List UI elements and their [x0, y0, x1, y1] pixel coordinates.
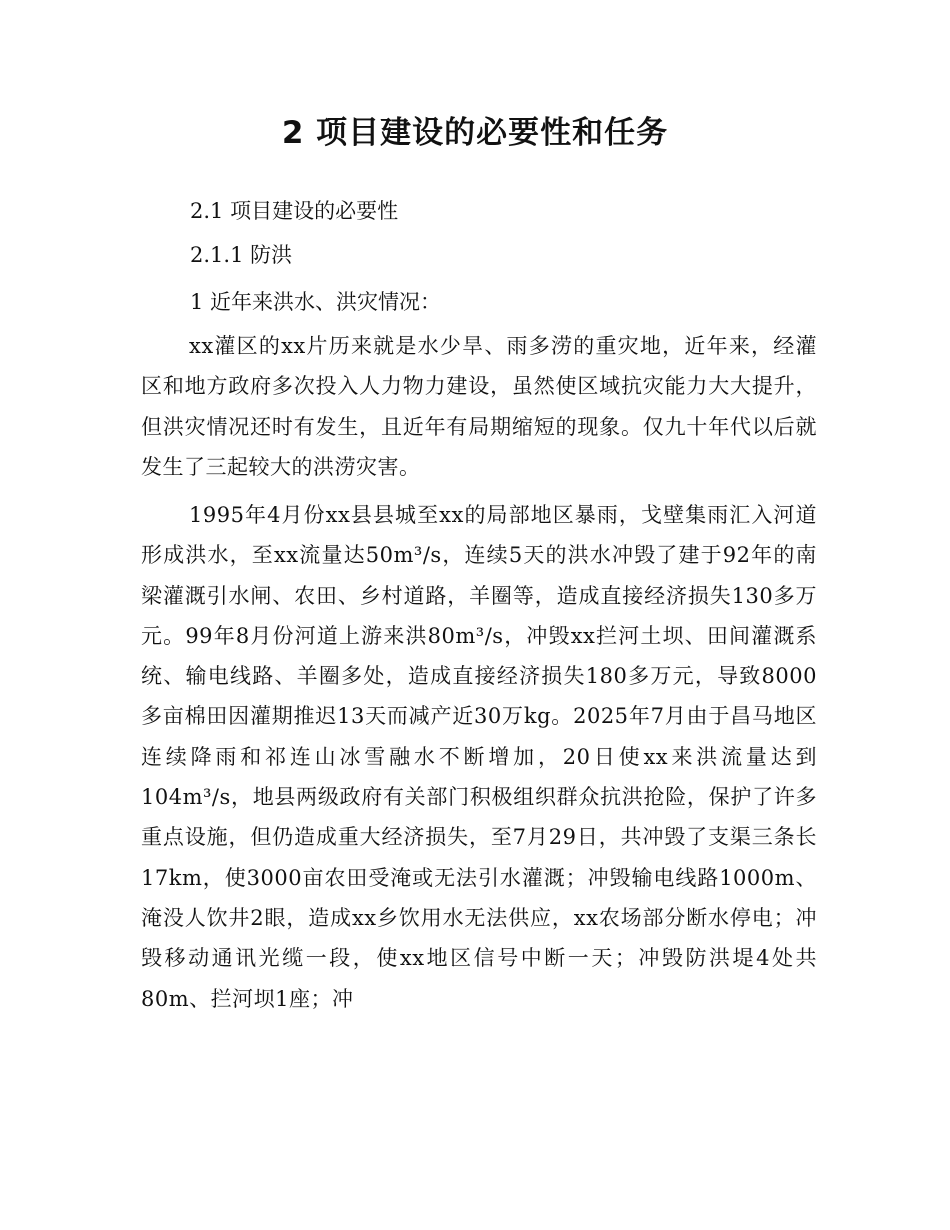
section-heading: 2.1 项目建设的必要性 [190, 199, 399, 223]
subsection-heading: 2.1.1 防洪 [190, 243, 293, 267]
page-title: 2 项目建设的必要性和任务 [281, 115, 669, 151]
paragraph-flood-events: 1995年4月份xx县县城至xx的局部地区暴雨，戈壁集雨汇入河道形成洪水，至xx流量达50m³/s，连续5天的洪水冲毁了建于92年的南梁灌溉引水闸、农田、乡村道路，羊圈等，造成直接经济损失130多万元。99年8月份河道上游来洪80m³/s，冲毁xx拦河土坝、田间灌溉系统、输电线路、羊圈多处，造成直接经济损失180多万元，导致8000多亩棉田因灌期推迟13天而减产近30万kg。2025年7月由于昌马地区连续降雨和祁连山冰雪融水不断增加，20日使xx来洪流量达到104m³/s，地县两级政府有关部门积极组织群众抗洪抢险，保护了许多重点设施，但仍造成重大经济损失，至7月29日，共冲毁了支渠三条长17km，使3000亩农田受淹或无法引水灌溉；冲毁输电线路1000m、淹没人饮井2眼，造成xx乡饮用水无法供应，xx农场部分断水停电；冲毁移动通讯光缆一段，使xx地区信号中断一天；冲毁防洪堤4处共80m、拦河坝1座；冲 [141, 503, 817, 1011]
paragraph-flood-history: xx灌区的xx片历来就是水少旱、雨多涝的重灾地，近年来，经灌区和地方政府多次投入人力物力建设，虽然使区域抗灾能力大大提升，但洪灾情况还时有发生，且近年有局期缩短的现象。仅九十年代以后就发生了三起较大的洪涝灾害。 [141, 334, 817, 479]
item-heading: 1 近年来洪水、洪灾情况： [190, 290, 442, 314]
